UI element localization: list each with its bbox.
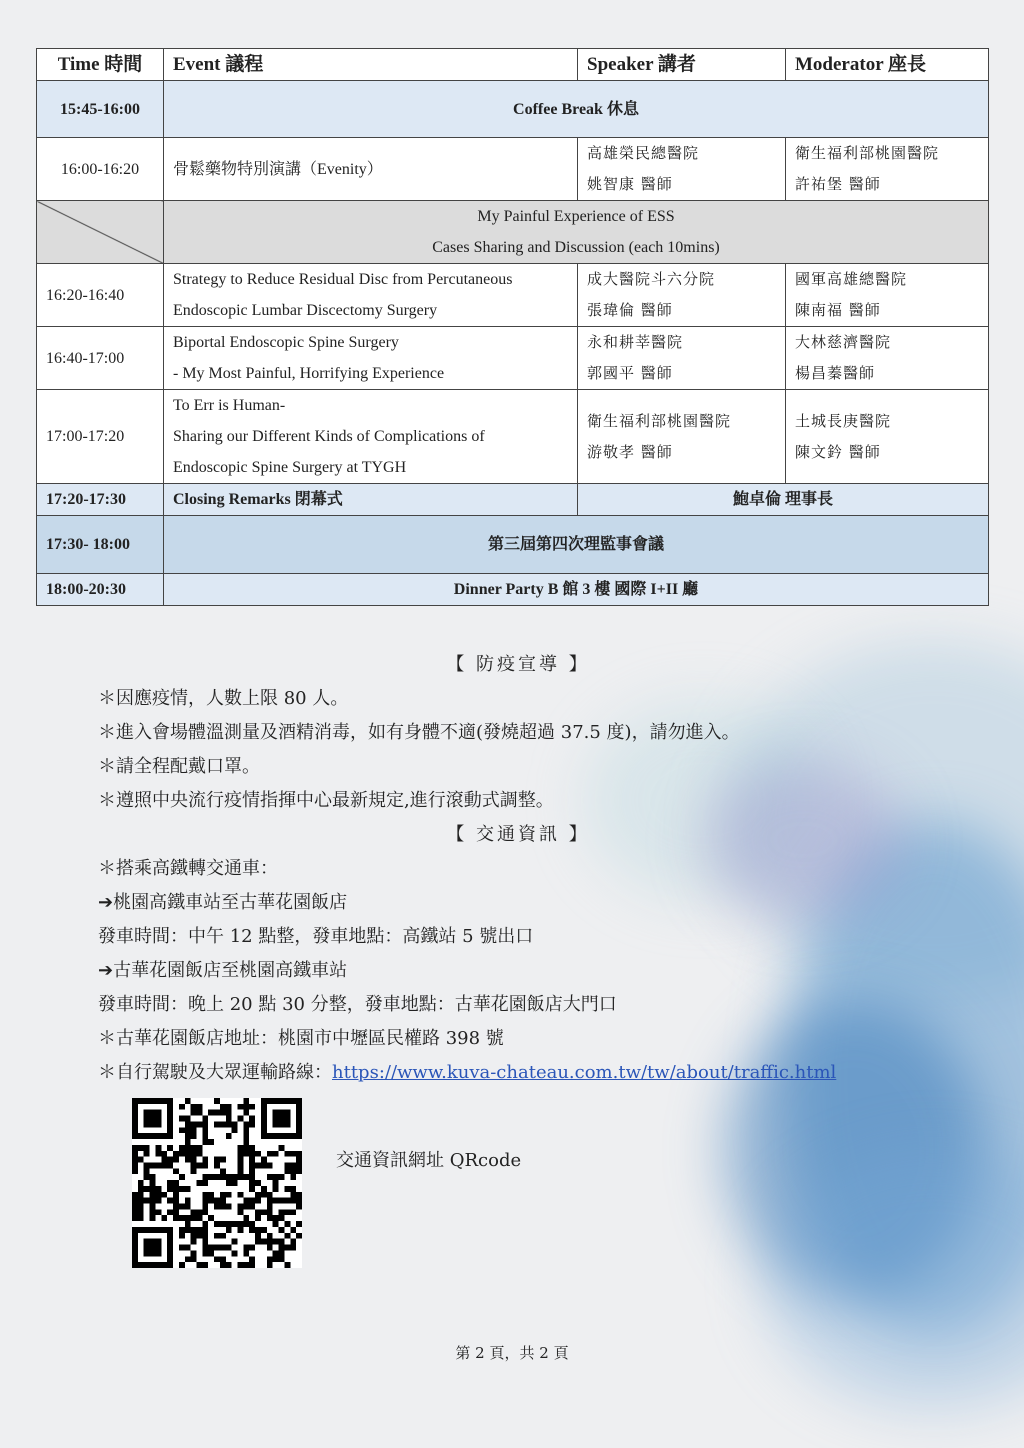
row-moderator: [786, 138, 989, 201]
row-speaker: [578, 390, 786, 484]
table-row: [37, 264, 989, 327]
row-time: 16:00-16:20: [37, 138, 164, 201]
header-speaker: Speaker 講者: [578, 49, 786, 81]
row-time: 16:40-17:00: [37, 327, 164, 390]
diagonal-cell: [37, 201, 164, 264]
moderator-org: 衛生福利部桃園醫院: [795, 144, 940, 162]
notice-line: ＊請全程配戴口罩。: [98, 756, 260, 777]
event-line: To Err is Human-: [173, 397, 286, 414]
notice-line: 發車時間：晚上 20 點 30 分整，發車地點：古華花園飯店大門口: [98, 994, 617, 1015]
speaker-name: 郭國平 醫師: [587, 364, 673, 382]
watercolor-wash: [764, 1150, 1024, 1410]
row-time: 17:00-17:20: [37, 390, 164, 484]
speaker-name: 游敬孝 醫師: [587, 442, 673, 461]
moderator-name: 楊昌蓁醫師: [795, 364, 876, 382]
header-event: Event 議程: [164, 49, 578, 81]
table-row: [37, 390, 989, 484]
row-event: Coffee Break 休息: [164, 81, 989, 138]
notice-line: 發車時間：中午 12 點整，發車地點：高鐵站 5 號出口: [98, 926, 534, 947]
row-event: 第三屆第四次理監事會議: [164, 516, 989, 574]
row-moderator: [786, 390, 989, 484]
notice-section: [98, 648, 938, 1090]
header-moderator: Moderator 座長: [786, 49, 989, 81]
table-row: [37, 516, 989, 574]
notice-line: ➔桃園高鐵車站至古華花園飯店: [98, 892, 348, 913]
row-event: Closing Remarks 閉幕式: [164, 484, 578, 516]
table-row: [37, 138, 989, 201]
row-time: 16:20-16:40: [37, 264, 164, 327]
speaker-org: 永和耕莘醫院: [587, 333, 684, 351]
header-time: Time 時間: [37, 49, 164, 81]
section-line1: My Painful Experience of ESS: [477, 208, 675, 225]
row-time: 17:30- 18:00: [37, 516, 164, 574]
speaker-org: 高雄榮民總醫院: [587, 144, 700, 162]
traffic-link-prefix: ＊自行駕駛及大眾運輸路線：: [98, 1062, 332, 1083]
event-line: Biportal Endoscopic Spine Surgery: [173, 334, 399, 351]
row-moderator: [786, 264, 989, 327]
event-line: - My Most Painful, Horrifying Experience: [173, 365, 445, 382]
table-header-row: [37, 49, 989, 81]
row-time: 18:00-20:30: [37, 574, 164, 606]
qr-caption: 交通資訊網址 QRcode: [336, 1150, 522, 1171]
row-moderator: [786, 327, 989, 390]
traffic-link[interactable]: https://www.kuva-chateau.com.tw/tw/about/traffic.html: [332, 1062, 837, 1083]
moderator-org: 大林慈濟醫院: [795, 333, 892, 351]
section-title: [164, 201, 989, 264]
row-speaker: [578, 138, 786, 201]
moderator-name: 許祐堡 醫師: [795, 175, 881, 193]
event-line: Sharing our Different Kinds of Complications of: [173, 428, 485, 445]
table-row: [37, 327, 989, 390]
row-event: Dinner Party B 館 3 樓 國際 I+II 廳: [164, 574, 989, 606]
notice-line: ＊古華花園飯店地址：桃園市中壢區民權路 398 號: [98, 1028, 504, 1049]
traffic-link-line: [98, 1056, 938, 1090]
speaker-name: 姚智康 醫師: [587, 175, 673, 193]
event-line: Endoscopic Spine Surgery at TYGH: [173, 459, 407, 476]
moderator-name: 陳南福 醫師: [795, 301, 881, 319]
moderator-org: 土城長庚醫院: [795, 411, 892, 430]
speaker-name: 張瑋倫 醫師: [587, 301, 673, 319]
row-speaker: [578, 327, 786, 390]
row-time: 15:45-16:00: [37, 81, 164, 138]
moderator-org: 國軍高雄總醫院: [795, 270, 908, 288]
epidemic-heading: 【 防疫宣導 】: [446, 654, 590, 675]
notice-line: ➔古華花園飯店至桃園高鐵車站: [98, 960, 348, 981]
event-line: Strategy to Reduce Residual Disc from Percutaneous: [173, 271, 513, 288]
traffic-heading: 【 交通資訊 】: [446, 824, 590, 845]
row-time: 17:20-17:30: [37, 484, 164, 516]
row-event: [164, 390, 578, 484]
row-speaker: [578, 264, 786, 327]
moderator-name: 陳文鈐 醫師: [795, 442, 881, 461]
table-row: [37, 484, 989, 516]
notice-line: ＊因應疫情，人數上限 80 人。: [98, 688, 349, 709]
speaker-org: 成大醫院斗六分院: [587, 270, 716, 288]
qr-code: [132, 1098, 302, 1268]
section-line2: Cases Sharing and Discussion (each 10mins): [432, 239, 720, 256]
notice-line: ＊遵照中央流行疫情指揮中心最新規定,進行滾動式調整。: [98, 790, 554, 811]
agenda-table: [36, 48, 989, 606]
notice-line: ＊進入會場體溫測量及酒精消毒，如有身體不適(發燒超過 37.5 度)，請勿進入。: [98, 722, 740, 743]
event-line: Endoscopic Lumbar Discectomy Surgery: [173, 302, 438, 319]
page-footer: 第 2 頁，共 2 頁: [455, 1344, 569, 1362]
table-row: [37, 81, 989, 138]
table-row: [37, 574, 989, 606]
row-event: [164, 327, 578, 390]
row-speaker: 鮑卓倫 理事長: [578, 484, 989, 516]
row-event: [164, 264, 578, 327]
notice-line: ＊搭乘高鐵轉交通車：: [98, 858, 278, 879]
row-event: 骨鬆藥物特別演講（Evenity）: [164, 138, 578, 201]
speaker-org: 衛生福利部桃園醫院: [587, 411, 732, 430]
table-section-row: [37, 201, 989, 264]
